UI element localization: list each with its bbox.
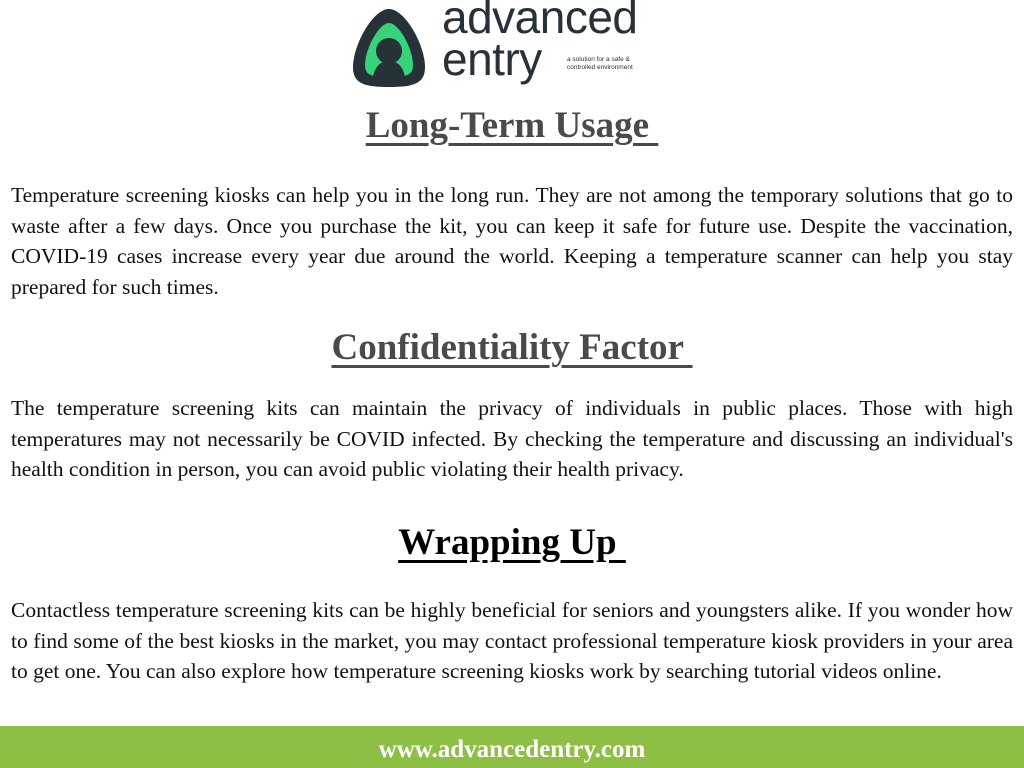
section-body-long-term-usage: Temperature screening kiosks can help you in the long run. They are not among the temporary solutions that go to waste after a few days. Once you purchase the kit, you can keep it safe for future use. Despite the vaccination, COVID-19 cases increase every year due around the world. Keeping a temperature scanner can help you stay prepared for such times. (11, 183, 1013, 299)
section-heading-wrapping-up: Wrapping Up (398, 522, 626, 563)
section-heading-long-term-usage: Long-Term Usage (365, 105, 659, 146)
shield-logo-icon (349, 5, 429, 89)
footer-website-link[interactable]: www.advancedentry.com (378, 736, 646, 763)
logo-tagline: a solution for a safe & controlled environment (567, 56, 633, 71)
logo-word-entry: entry (442, 33, 542, 85)
footer-bar (0, 726, 1024, 768)
advanced-entry-logo (346, 0, 646, 92)
section-body-confidentiality-factor: The temperature screening kits can maintain the privacy of individuals in public places. Those with high temperatures may not necessarily be COVID infected. By checking the temperature and discussing an individual's health condition in person, you can avoid public violating their health privacy. (11, 396, 1013, 481)
section-body-wrapping-up: Contactless temperature screening kits can be highly beneficial for seniors and youngsters alike. If you wonder how to find some of the best kiosks in the market, you may contact professional temperature kiosk providers in your area to get one. You can also explore how temperature screening kiosks work by searching tutorial videos online. (11, 598, 1013, 683)
logo-word-advanced: advanced (442, 0, 638, 43)
section-heading-confidentiality-factor: Confidentiality Factor (331, 327, 693, 368)
